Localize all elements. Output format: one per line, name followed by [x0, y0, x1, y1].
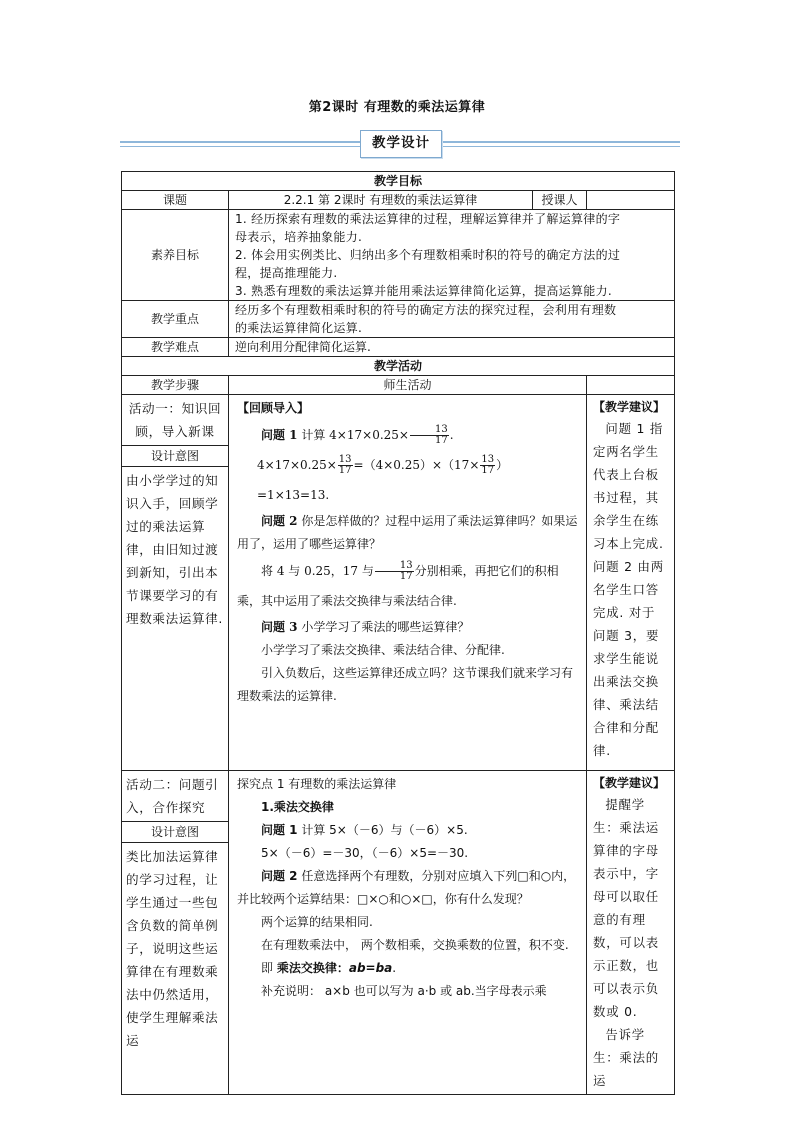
a2-point: 探究点 1 有理数的乘法运算律: [237, 777, 397, 791]
goals-content: [229, 210, 675, 301]
a2-law-pre: 即: [261, 961, 277, 975]
a1-q3-label: 问题 3: [261, 620, 298, 634]
frac-den: 17: [481, 465, 495, 476]
activity1-intent-label: 设计意图: [122, 446, 228, 467]
a1-q1-text: 计算 4×17×0.25×: [301, 428, 409, 442]
lesson-plan-table: [121, 171, 675, 1095]
activity2-side: [122, 771, 229, 1095]
key-row: [122, 301, 675, 338]
review-heading: 【回顾导入】: [237, 401, 310, 415]
a2-note: 补充说明： a×b 也可以写为 a·b 或 ab.当字母表示乘: [261, 984, 547, 998]
a2-answer-2: 两个运算的结果相同.: [261, 915, 373, 929]
key-line-1: 经历多个有理数相乘时积的符号的确定方法的探究过程，会利用有理数: [235, 303, 617, 317]
a1-q1-label: 问题 1: [261, 428, 298, 442]
frac-num: 13: [481, 454, 495, 465]
activity2-row: [122, 771, 675, 1095]
a2-suggestion-text: 提醒学生：乘法运算律的字母表示中，字母可以取任意的有理数，可以表示正数，也可以表示负数或 0.: [593, 797, 659, 1019]
goal-3: 3. 熟悉有理数的乘法运算并能用乘法运算律简化运算，提高运算能力.: [235, 284, 612, 298]
activity1-suggestion: [587, 395, 675, 771]
a1-question-1: [237, 420, 578, 450]
a2-law-label: 乘法交换律：: [276, 961, 349, 975]
activity1-side: [122, 395, 229, 771]
a1-calculation: [237, 450, 578, 510]
a2-question-2: [237, 865, 578, 911]
frac-num: 13: [338, 454, 352, 465]
a1-q2-text: 你是怎样做的？过程中运用了乘法运算律吗？如果运用了，运用了哪些运算律？: [237, 514, 578, 551]
fraction-13-17: [480, 455, 495, 476]
frac-den: 17: [434, 435, 448, 446]
activity2-intent-label: 设计意图: [122, 822, 228, 843]
a1-a2-part-b: 分别相乘，再把它们的积相乘，其中运用了乘法交换律与乘法结合律.: [237, 564, 559, 608]
goals-label: 素养目标: [122, 210, 229, 301]
a1-suggestion-heading: 【教学建议】: [593, 400, 666, 414]
steps-header-right: [587, 376, 675, 395]
a2-q1-text: 计算 5×（－6）与（－6）×5.: [301, 823, 468, 837]
key-line-2: 的乘法运算律简化运算.: [235, 321, 363, 335]
activity1-row: [122, 395, 675, 771]
a2-q1-label: 问题 1: [261, 823, 298, 837]
goals-row: [122, 210, 675, 301]
a2-suggestion-text-2: 告诉学生：乘法的运: [593, 1027, 659, 1088]
a1-question-3: [237, 616, 578, 639]
frac-den: 17: [399, 571, 413, 582]
teacher-label: 授课人: [533, 191, 587, 210]
calc-part-a: 4×17×0.25×: [257, 458, 337, 472]
frac-num: 13: [410, 425, 449, 436]
fraction-13-17: [338, 455, 353, 476]
calc-part-b: =（4×0.25）×（17×: [353, 458, 480, 472]
activity2-intent: 类比加法运算律的学习过程，让学生通过一些包含负数的简单例子，说明这些运算律在有理数乘法中仍然适用，使学生理解乘法运: [126, 849, 219, 1048]
a2-suggestion-heading: 【教学建议】: [593, 776, 666, 790]
a1-suggestion-text: 问题 1 指定两名学生代表上台板书过程，其余学生在练习本上完成. 问题 2 由两名学生口答完成. 对于问题 3，要求学生能说出乘法交换律、乘法结合律和分配律.: [593, 421, 664, 758]
goal-2-cont: 程，提高推理能力.: [235, 266, 338, 280]
steps-header-row: [122, 376, 675, 395]
banner-label: 教学设计: [360, 130, 442, 158]
difficulty-value: 逆向利用分配律简化运算.: [229, 338, 675, 357]
a2-law-end: .: [392, 961, 397, 975]
a2-q2-text: 任意选择两个有理数，分别对应填入下列□和○内，并比较两个运算结果：□×○和○×□，你有什么发现？: [237, 869, 576, 906]
a2-law-formula: ab=ba: [348, 961, 393, 975]
a1-question-2: [237, 510, 578, 556]
goals-section-row: [122, 172, 675, 191]
activities-section-row: [122, 357, 675, 376]
activity2-suggestion: [587, 771, 675, 1095]
teacher-value: [587, 191, 675, 210]
a2-q2-label: 问题 2: [261, 869, 298, 883]
a1-q1-end: .: [449, 428, 454, 442]
goals-section-title: 教学目标: [122, 172, 675, 191]
difficulty-row: [122, 338, 675, 357]
a1-q2-label: 问题 2: [261, 514, 298, 528]
a2-question-1: [237, 819, 578, 842]
activity1-main: [229, 395, 587, 771]
activity2-name: 活动二：问题引入，合作探究: [122, 771, 228, 822]
steps-header-middle: 师生活动: [229, 376, 587, 395]
section-banner: [120, 136, 680, 156]
activities-section-title: 教学活动: [122, 357, 675, 376]
key-label: 教学重点: [122, 301, 229, 338]
steps-header-left: 教学步骤: [122, 376, 229, 395]
a2-answer-1: 5×（－6）=－30，（－6）×5=－30.: [261, 846, 469, 860]
activity1-name: 活动一：知识回顾，导入新课: [122, 395, 228, 446]
goal-1: 1. 经历探索有理数的乘法运算律的过程，理解运算律并了解运算律的字: [235, 212, 621, 226]
calc-part-c: ）=1×13=13.: [257, 458, 509, 502]
a1-q3-text: 小学学习了乘法的哪些运算律？: [301, 620, 470, 634]
activity1-intent: 由小学学过的知识入手，回顾学过的乘法运算律，由旧知过渡到新知，引出本节课要学习的有理数乘法运算律.: [126, 473, 223, 626]
a1-answer-3: 小学学习了乘法交换律、乘法结合律、分配律.: [261, 643, 505, 657]
a1-a2-part-a: 将 4 与 0.25，17 与: [261, 564, 374, 578]
difficulty-label: 教学难点: [122, 338, 229, 357]
frac-den: 17: [338, 465, 352, 476]
goal-2: 2. 体会用实例类比、归纳出多个有理数相乘时积的符号的确定方法的过: [235, 248, 621, 262]
course-value: 2.2.1 第 2课时 有理数的乘法运算律: [229, 191, 533, 210]
page-title: 第2课时 有理数的乘法运算律: [308, 100, 486, 115]
fraction-13-17: [375, 561, 414, 582]
a1-answer-2: [237, 556, 578, 616]
a1-intro: 引入负数后，这些运算律还成立吗？这节课我们就来学习有理数乘法的运算律.: [237, 666, 574, 703]
goal-1-cont: 母表示，培养抽象能力.: [235, 230, 363, 244]
course-label: 课题: [122, 191, 229, 210]
fraction-13-17: [410, 425, 449, 446]
a2-sub-heading: 1.乘法交换律: [261, 800, 334, 814]
a2-law: [237, 957, 578, 980]
a2-answer-2b: 在有理数乘法中， 两个数相乘，交换乘数的位置，积不变.: [261, 938, 569, 952]
frac-num: 13: [375, 561, 414, 572]
key-content: [229, 301, 675, 338]
course-row: [122, 191, 675, 210]
activity2-main: [229, 771, 587, 1095]
